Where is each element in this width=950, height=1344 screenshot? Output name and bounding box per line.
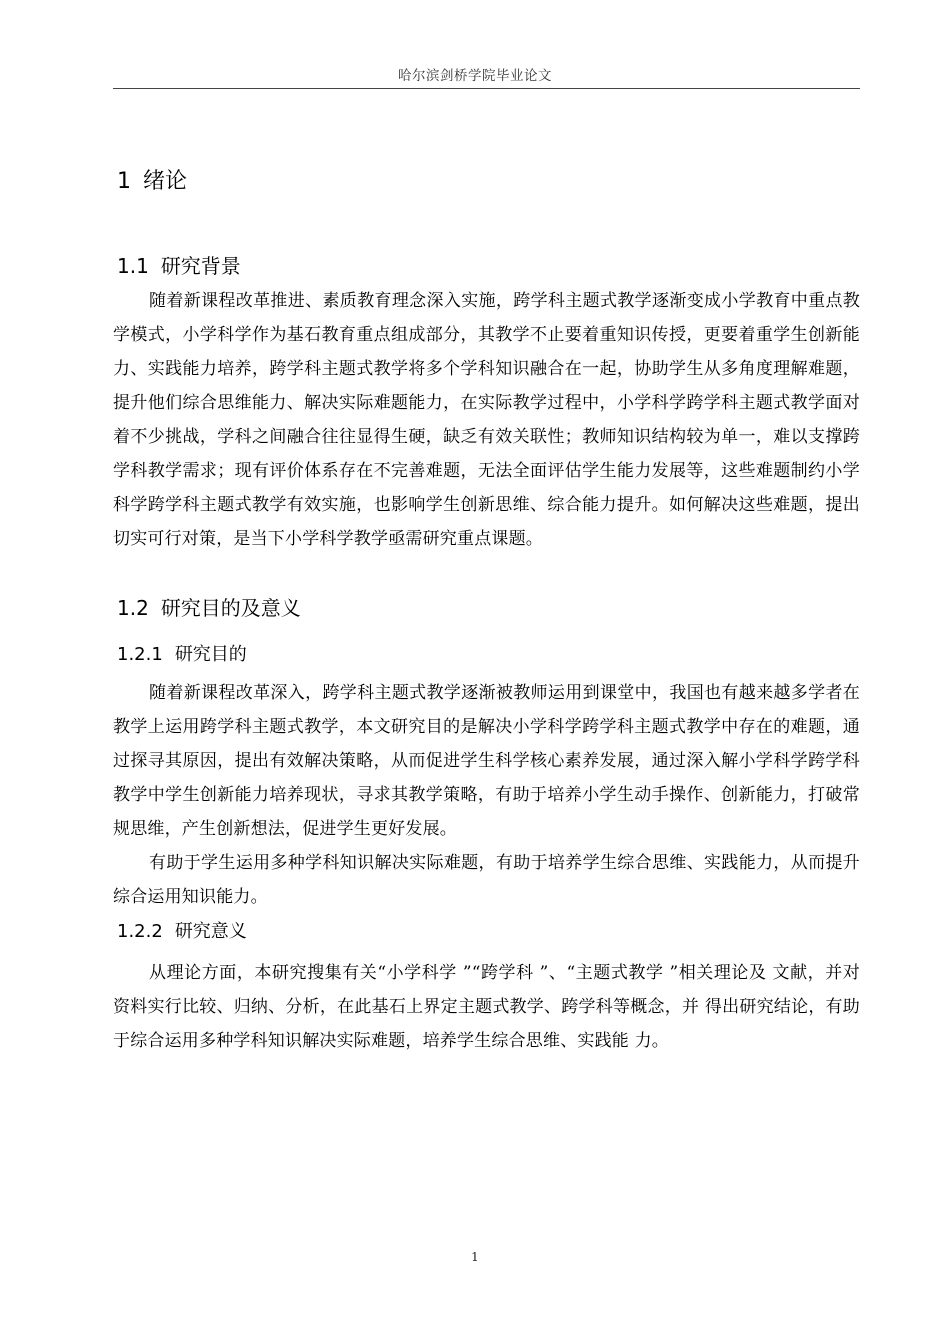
paragraph-significance: 从理论方面，本研究搜集有关“小学科学 ”“跨学科 ”、“主题式教学 ”相关理论及 文献，并对资料实行比较、归纳、分析，在此基石上界定主题式教学、跨学科等概念，并 得出研究结论，有助于综合运用多种学科知识解决实际难题，培养学生综合思维、实践能 力。 [113,963,860,1051]
header-divider [113,88,860,89]
paragraph-purpose-1: 随着新课程改革深入，跨学科主题式教学逐渐被教师运用到课堂中，我国也有越来越多学者在教学上运用跨学科主题式教学，本文研究目的是解决小学科学跨学科主题式教学中存在的难题，通过探寻其原因，提出有效解决策略，从而促进学生科学核心素养发展，通过深入解小学科学跨学科教学中学生创新能力培养现状，寻求其教学策略，有助于培养小学生动手操作、创新能力，打破常规思维，产生创新想法，促进学生更好发展。 [113,683,860,839]
subsection-number: 1.2.2 [117,921,163,942]
subsection-title: 研究意义 [174,921,247,942]
section-title: 研究背景 [160,254,241,278]
chapter-heading [117,164,187,195]
section-title: 研究目的及意义 [160,596,301,620]
chapter-title: 绪论 [143,169,188,194]
page-header-title: 哈尔滨剑桥学院毕业论文 [398,68,552,84]
section-heading-1-1 [117,250,241,279]
chapter-number: 1 [117,169,131,194]
section-number: 1.1 [117,254,149,278]
subsection-title: 研究目的 [174,644,247,665]
page-number: 1 [471,1250,479,1264]
paragraph-purpose-2: 有助于学生运用多种学科知识解决实际难题，有助于培养学生综合思维、实践能力，从而提升综合运用知识能力。 [113,853,860,907]
section-heading-1-2 [117,592,301,621]
subsection-heading-1-2-2 [117,917,247,943]
subsection-number: 1.2.1 [117,644,163,665]
section-number: 1.2 [117,596,149,620]
paragraph-background: 随着新课程改革推进、素质教育理念深入实施，跨学科主题式教学逐渐变成小学教育中重点教学模式，小学科学作为基石教育重点组成部分，其教学不止要着重知识传授，更要着重学生创新能力、实践能力培养，跨学科主题式教学将多个学科知识融合在一起，协助学生从多角度理解难题，提升他们综合思维能力、解决实际难题能力，在实际教学过程中，小学科学跨学科主题式教学面对着不少挑战，学科之间融合往往显得生硬，缺乏有效关联性；教师知识结构较为单一，难以支撑跨学科教学需求；现有评价体系存在不完善难题，无法全面评估学生能力发展等，这些难题制约小学科学跨学科主题式教学有效实施，也影响学生创新思维、综合能力提升。如何解决这些难题，提出切实可行对策，是当下小学科学教学亟需研究重点课题。 [113,291,860,549]
subsection-heading-1-2-1 [117,640,247,666]
